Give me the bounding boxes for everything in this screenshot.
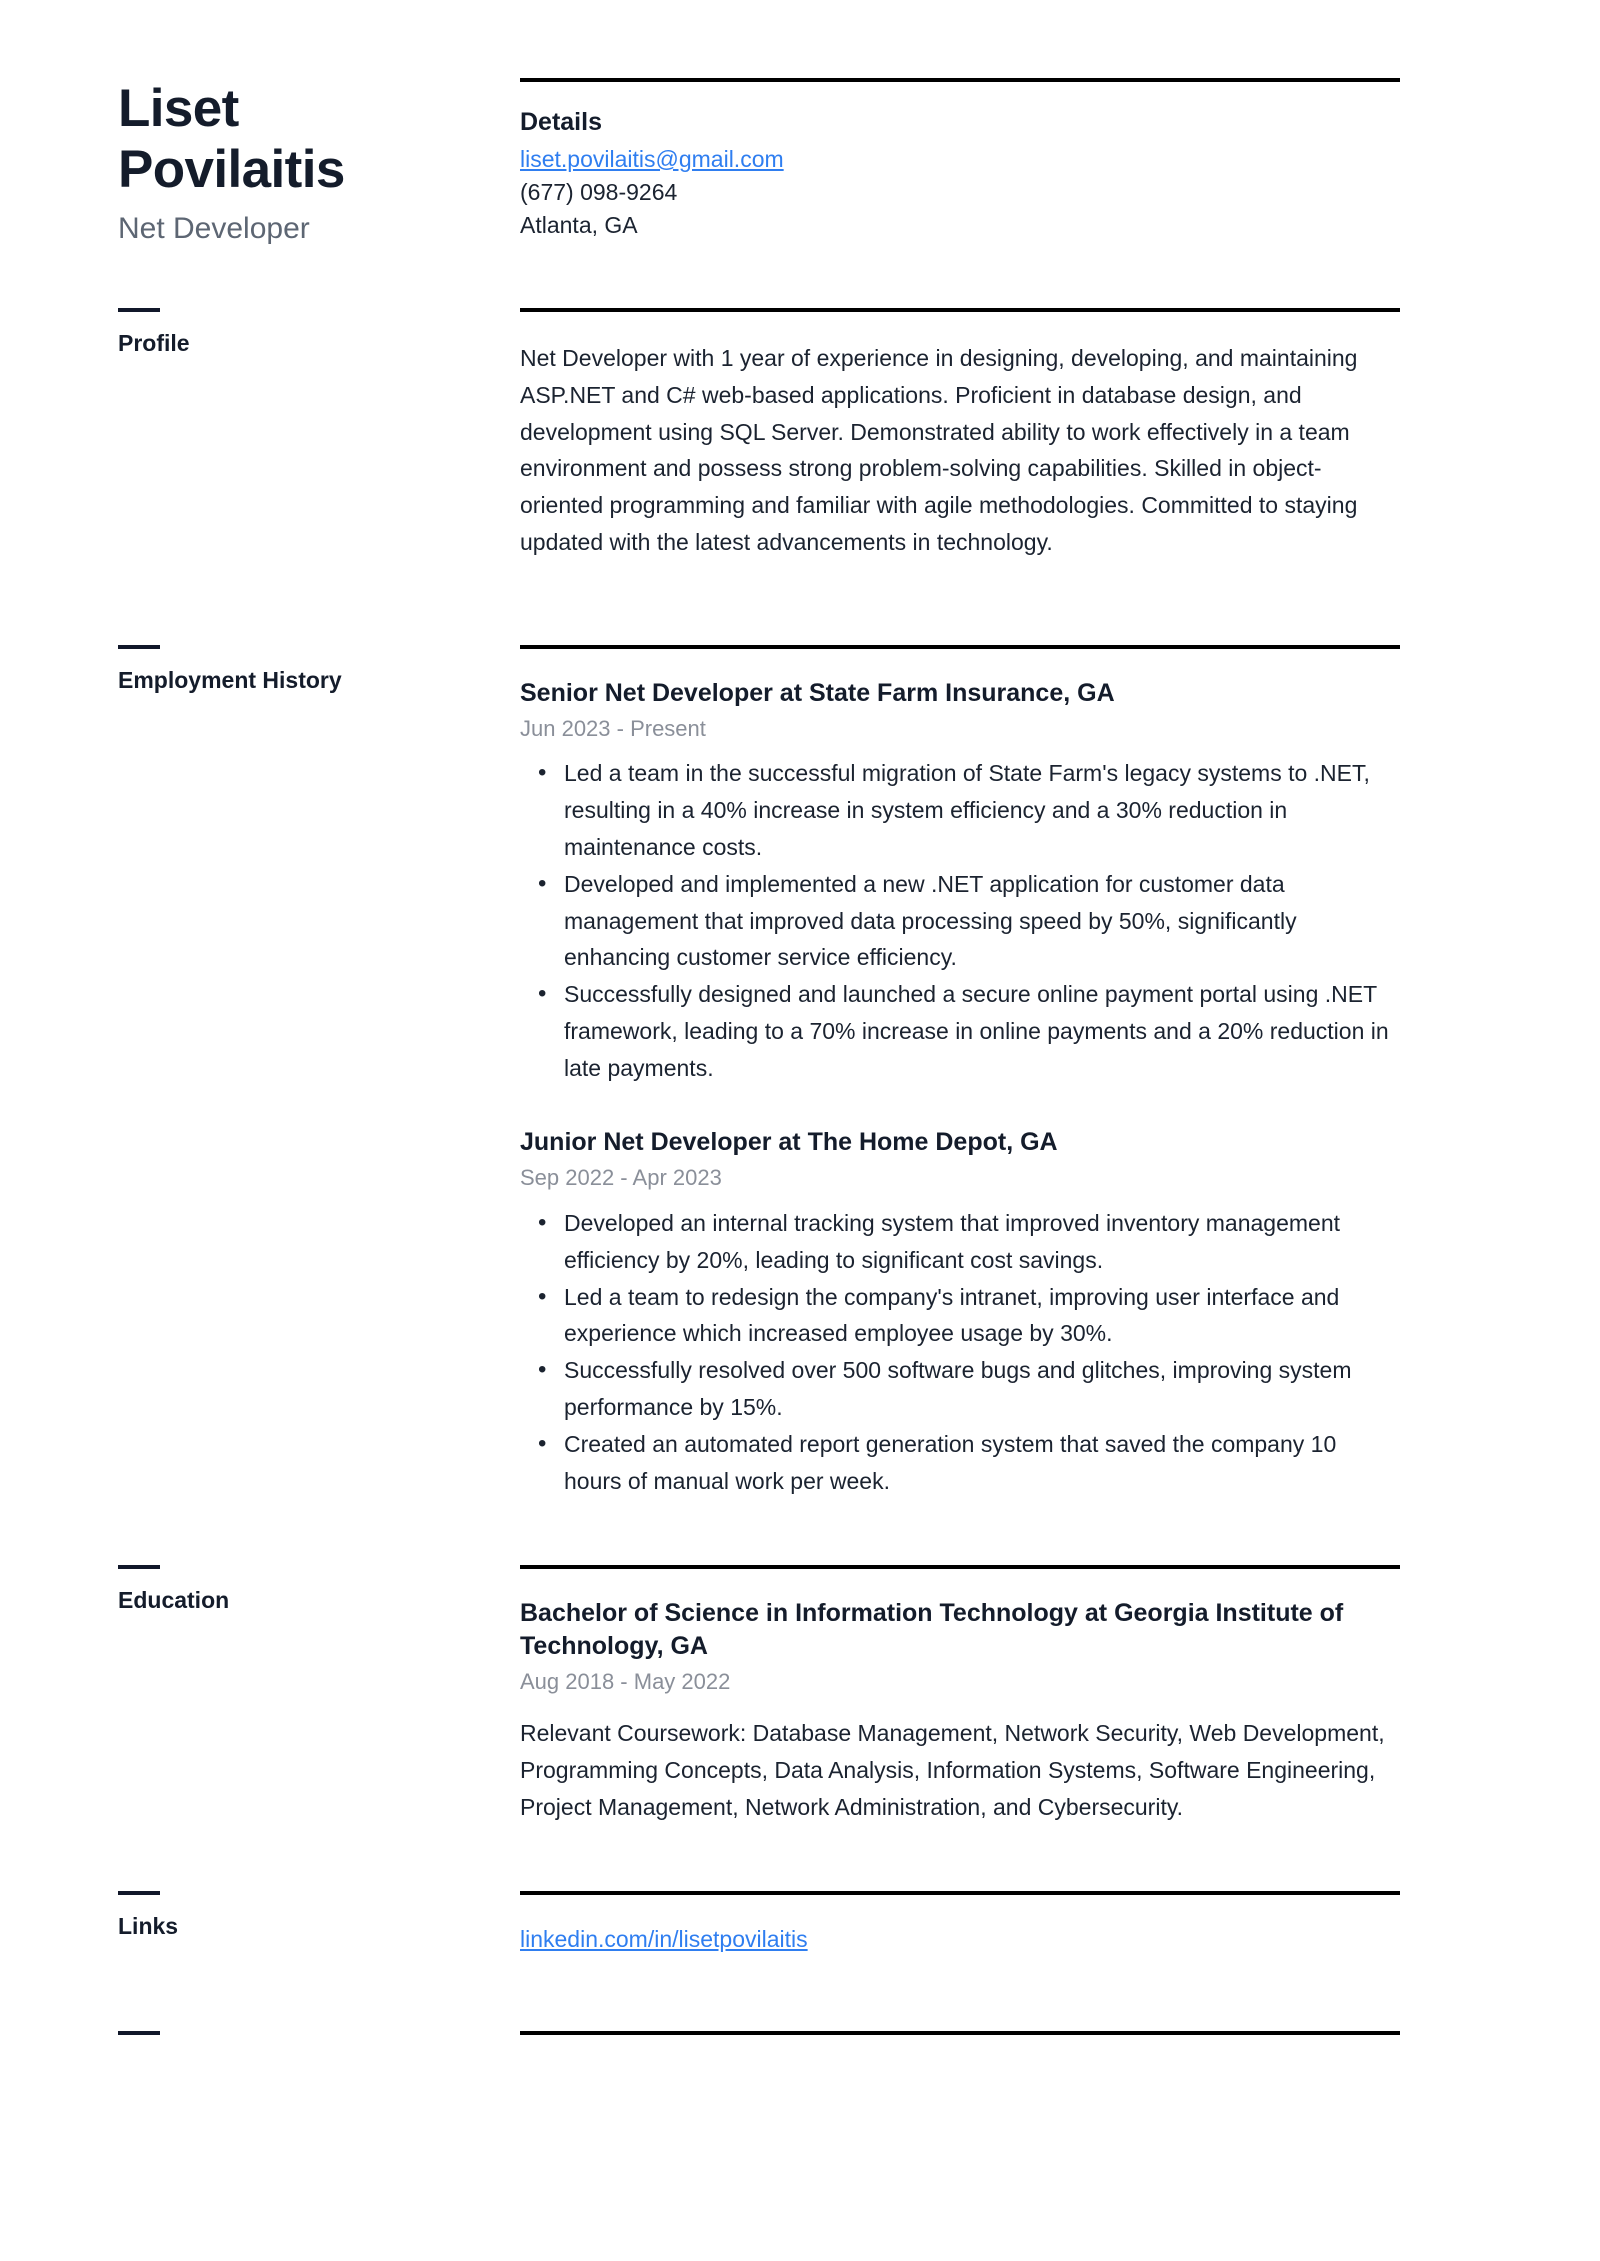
- list-item: • Led a team to redesign the company's intranet, improving user interface and experience which increased employee usage by 30%.: [564, 1279, 1400, 1353]
- profile-text: Net Developer with 1 year of experience in designing, developing, and maintaining ASP.NET and C# web-based applications. Proficient in database design, and development using SQL Server. Demonstrated ability to work effectively in a team environment and possess strong problem-solving capabilities. Skilled in object-oriented programming and familiar with agile methodologies. Committed to staying updated with the latest advancements in technology.: [520, 344, 1358, 555]
- section-label-profile: Profile: [118, 329, 190, 356]
- page-title: [118, 78, 500, 201]
- list-item: • Successfully designed and launched a secure online payment portal using .NET framework, leading to a 70% increase in online payments and a 20% reduction in late payments.: [564, 976, 1400, 1086]
- next-section-rule: [520, 2031, 1400, 2035]
- education-description: Relevant Coursework: Database Management, Network Security, Web Development, Programming Concepts, Data Analysis, Information Systems, Software Engineering, Project Management, Network Administration, and Cybersecurity.: [520, 1720, 1385, 1820]
- education-date: Aug 2018 - May 2022: [520, 1669, 731, 1695]
- list-item: • Developed an internal tracking system that improved inventory management efficiency by 20%, leading to significant cost savings.: [564, 1205, 1400, 1279]
- links-right: [520, 1891, 1400, 1956]
- employment-entry: [520, 1126, 1400, 1499]
- next-section-right: [520, 2031, 1400, 2035]
- section-label-links: Links: [118, 1913, 179, 1940]
- details-heading: Details: [520, 108, 602, 136]
- employment-left: [0, 645, 520, 694]
- header-section: [0, 0, 1600, 248]
- header-left: [0, 78, 520, 248]
- last-name: Povilaitis: [118, 140, 345, 200]
- list-item: • Created an automated report generation system that saved the company 10 hours of manual work per week.: [564, 1426, 1400, 1500]
- email-link[interactable]: liset.povilaitis@gmail.com: [520, 146, 784, 172]
- link-row: [520, 1923, 1400, 1956]
- list-item: • Successfully resolved over 500 software bugs and glitches, improving system performance by 15%.: [564, 1352, 1400, 1426]
- education-entry: [520, 1597, 1400, 1825]
- section-label-education: Education: [118, 1587, 230, 1614]
- next-section-marker: [0, 2031, 1600, 2035]
- employment-bullets: [520, 755, 1400, 1086]
- phone-line: (677) 098-9264: [520, 179, 678, 206]
- next-section-dash: [118, 2031, 160, 2035]
- profile-section: [0, 308, 1600, 561]
- list-item: • Developed and implemented a new .NET application for customer data management that improved data processing speed by 50%, significantly enhancing customer service efficiency.: [564, 866, 1400, 976]
- email-line: [520, 143, 1400, 176]
- list-item: • Led a team in the successful migration of State Farm's legacy systems to .NET, resulting in a 40% increase in system efficiency and a 30% reduction in maintenance costs.: [564, 755, 1400, 865]
- employment-date: Jun 2023 - Present: [520, 715, 706, 741]
- profile-left: [0, 308, 520, 357]
- education-right: [520, 1565, 1400, 1825]
- employment-bullets: [520, 1205, 1400, 1499]
- employment-entry: [520, 677, 1400, 1087]
- employment-title: Senior Net Developer at State Farm Insurance, GA: [520, 678, 1115, 707]
- linkedin-link[interactable]: linkedin.com/in/lisetpovilaitis: [520, 1926, 808, 1953]
- employment-date: Sep 2022 - Apr 2023: [520, 1165, 722, 1191]
- first-name: Liset: [118, 79, 239, 138]
- education-title: Bachelor of Science in Information Technology at Georgia Institute of Technology, GA: [520, 1599, 1344, 1661]
- job-title: Net Developer: [118, 211, 310, 245]
- details-block: [520, 78, 1400, 242]
- links-left: [0, 1891, 520, 1940]
- next-section-left: [0, 2031, 520, 2035]
- education-left: [0, 1565, 520, 1614]
- links-section: [0, 1891, 1600, 1956]
- profile-right: [520, 308, 1400, 561]
- section-label-employment: Employment History: [118, 666, 342, 693]
- employment-right: [520, 645, 1400, 1500]
- education-section: [0, 1565, 1600, 1825]
- employment-section: [0, 645, 1600, 1500]
- employment-title: Junior Net Developer at The Home Depot, GA: [520, 1128, 1058, 1157]
- location-line: Atlanta, GA: [520, 212, 638, 239]
